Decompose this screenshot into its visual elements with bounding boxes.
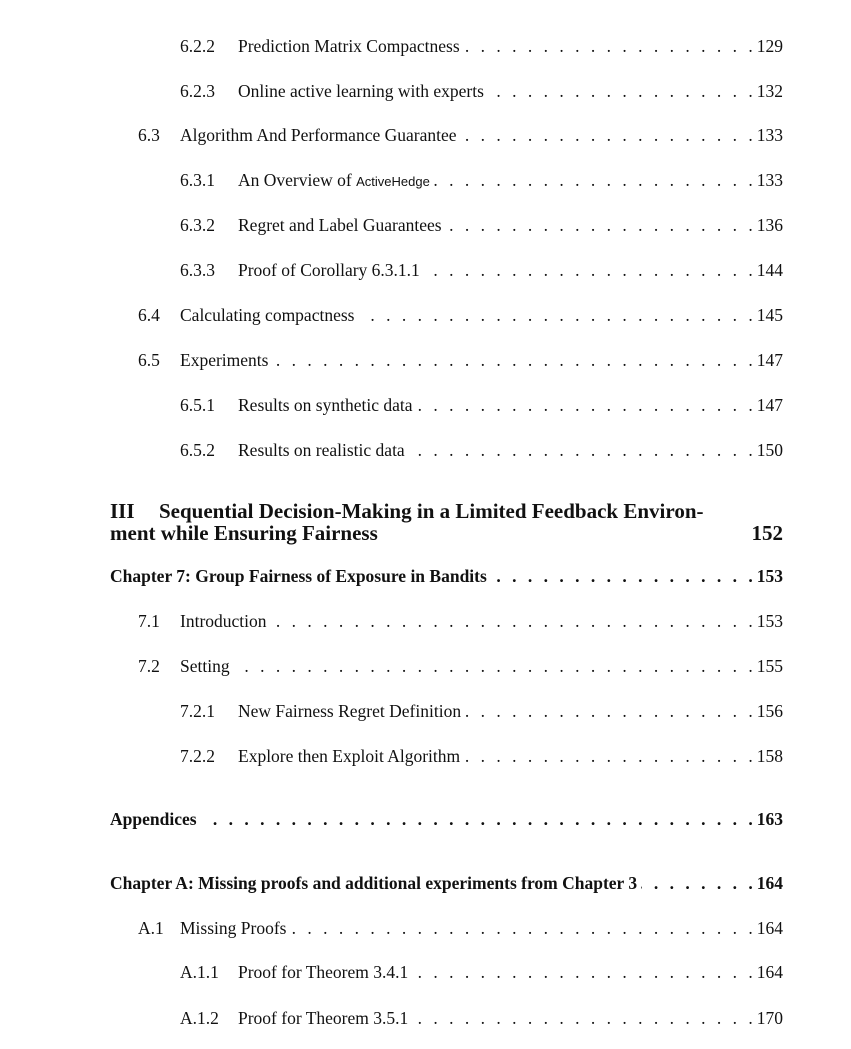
section-title: Proof for Theorem 3.5.1 xyxy=(238,1008,409,1028)
page-number: 153 xyxy=(756,611,783,631)
page-number: 150 xyxy=(756,440,783,460)
section-title: Setting xyxy=(180,656,230,676)
section-number: A.1.1 xyxy=(180,962,219,982)
section-number: 6.3.3 xyxy=(180,260,215,280)
page-number: 133 xyxy=(756,125,783,145)
section-number: 6.5.1 xyxy=(180,395,215,415)
section-title: Explore then Exploit Algorithm xyxy=(238,746,461,766)
toc-entry-6-2-3[interactable] xyxy=(180,79,783,103)
dot-leader xyxy=(290,916,752,940)
section-title: Introduction xyxy=(180,611,267,631)
section-title: Missing Proofs xyxy=(180,918,287,938)
toc-entry-6-3-2[interactable] xyxy=(180,213,783,237)
section-number: 6.4 xyxy=(138,305,160,325)
toc-entry-7-2-2[interactable] xyxy=(180,744,783,768)
section-number: A.1.2 xyxy=(180,1008,219,1028)
toc-entry-6-5[interactable] xyxy=(138,348,783,372)
page-number: 156 xyxy=(756,701,783,721)
page-number: 147 xyxy=(756,350,783,370)
section-title: Proof of Corollary 6.3.1.1 xyxy=(238,260,420,280)
page-number: 132 xyxy=(756,81,783,101)
section-number: 6.3.2 xyxy=(180,215,215,235)
section-number: 6.3 xyxy=(138,125,160,145)
section-number: 6.3.1 xyxy=(180,170,215,190)
section-title: New Fairness Regret Definition xyxy=(238,701,462,721)
page-number: 170 xyxy=(756,1008,783,1028)
dot-leader xyxy=(464,744,753,768)
appendices-title: Appendices xyxy=(110,809,197,829)
toc-entry-a-1-1[interactable] xyxy=(180,960,783,984)
page-number: 152 xyxy=(751,521,783,545)
dot-leader xyxy=(488,79,753,103)
section-number: 7.1 xyxy=(138,611,160,631)
section-title: Online active learning with experts xyxy=(238,81,484,101)
section-title: Results on synthetic data xyxy=(238,395,413,415)
dot-leader xyxy=(417,393,753,417)
part-title-first: Sequential Decision-Making in a Limited Feedback Environ- xyxy=(159,499,704,523)
dot-leader xyxy=(412,1006,752,1030)
toc-entry-a-1-2[interactable] xyxy=(180,1006,783,1030)
page-number: 144 xyxy=(756,260,783,280)
section-title: Prediction Matrix Compactness xyxy=(238,36,460,56)
section-number: 7.2.2 xyxy=(180,746,215,766)
toc-entry-6-3-1[interactable] xyxy=(180,168,783,192)
toc-entry-6-3[interactable] xyxy=(138,123,783,147)
toc-entry-6-3-3[interactable] xyxy=(180,258,783,282)
part-number: III xyxy=(110,499,135,523)
toc-entry-6-2-2[interactable] xyxy=(180,34,783,58)
page-number: 129 xyxy=(756,36,783,56)
page-number: 164 xyxy=(756,873,783,893)
section-title: Calculating compactness xyxy=(180,305,355,325)
dot-leader xyxy=(424,258,753,282)
dot-leader xyxy=(272,348,752,372)
section-number: 7.2.1 xyxy=(180,701,215,721)
dot-leader xyxy=(271,609,753,633)
section-number: 7.2 xyxy=(138,656,160,676)
section-number: 6.2.2 xyxy=(180,36,215,56)
page-number: 136 xyxy=(756,215,783,235)
toc-chapter-a[interactable] xyxy=(110,871,783,895)
toc-entry-6-5-2[interactable] xyxy=(180,438,783,462)
dot-leader xyxy=(358,303,752,327)
page-number: 164 xyxy=(756,918,783,938)
page-number: 153 xyxy=(756,566,783,586)
toc-entry-6-4[interactable] xyxy=(138,303,783,327)
toc-entry-a-1[interactable] xyxy=(138,916,783,940)
dot-leader xyxy=(446,213,753,237)
dot-leader xyxy=(491,564,753,588)
dot-leader xyxy=(434,168,753,192)
dot-leader xyxy=(464,34,753,58)
chapter-title: Chapter 7: Group Fairness of Exposure in Bandits xyxy=(110,566,487,586)
dot-leader xyxy=(234,654,753,678)
toc-entry-7-1[interactable] xyxy=(138,609,783,633)
dot-leader xyxy=(641,871,753,895)
toc-part-iii[interactable] xyxy=(110,500,783,544)
part-title-line-1 xyxy=(110,500,783,522)
page-number: 158 xyxy=(756,746,783,766)
section-number: 6.5.2 xyxy=(180,440,215,460)
section-title: Algorithm And Performance Guarantee xyxy=(180,125,457,145)
section-title: Results on realistic data xyxy=(238,440,405,460)
page-number: 155 xyxy=(756,656,783,676)
dot-leader xyxy=(412,960,752,984)
toc-entry-6-5-1[interactable] xyxy=(180,393,783,417)
section-number: 6.5 xyxy=(138,350,160,370)
dot-leader xyxy=(201,807,753,831)
page-number: 163 xyxy=(756,809,783,829)
dot-leader xyxy=(409,438,753,462)
section-number: A.1 xyxy=(138,918,164,938)
section-title xyxy=(238,168,434,192)
section-title: Regret and Label Guarantees xyxy=(238,215,442,235)
page-number: 145 xyxy=(756,305,783,325)
toc-entry-7-2[interactable] xyxy=(138,654,783,678)
toc-chapter-7[interactable] xyxy=(110,564,783,588)
toc-appendices[interactable] xyxy=(110,807,783,831)
toc-entry-7-2-1[interactable] xyxy=(180,699,783,723)
algorithm-name: ActiveHedge xyxy=(356,174,430,189)
page-number: 133 xyxy=(756,170,783,190)
page-number: 164 xyxy=(756,962,783,982)
section-title: Proof for Theorem 3.4.1 xyxy=(238,962,409,982)
page-number: 147 xyxy=(756,395,783,415)
section-title-prefix: An Overview of xyxy=(238,170,357,190)
section-title: Experiments xyxy=(180,350,269,370)
section-number: 6.2.3 xyxy=(180,81,215,101)
chapter-title: Chapter A: Missing proofs and additional experiments from Chapter 3 xyxy=(110,873,638,893)
part-title-line-2: ment while Ensuring Fairness xyxy=(110,521,378,545)
dot-leader xyxy=(465,699,753,723)
dot-leader xyxy=(461,123,753,147)
